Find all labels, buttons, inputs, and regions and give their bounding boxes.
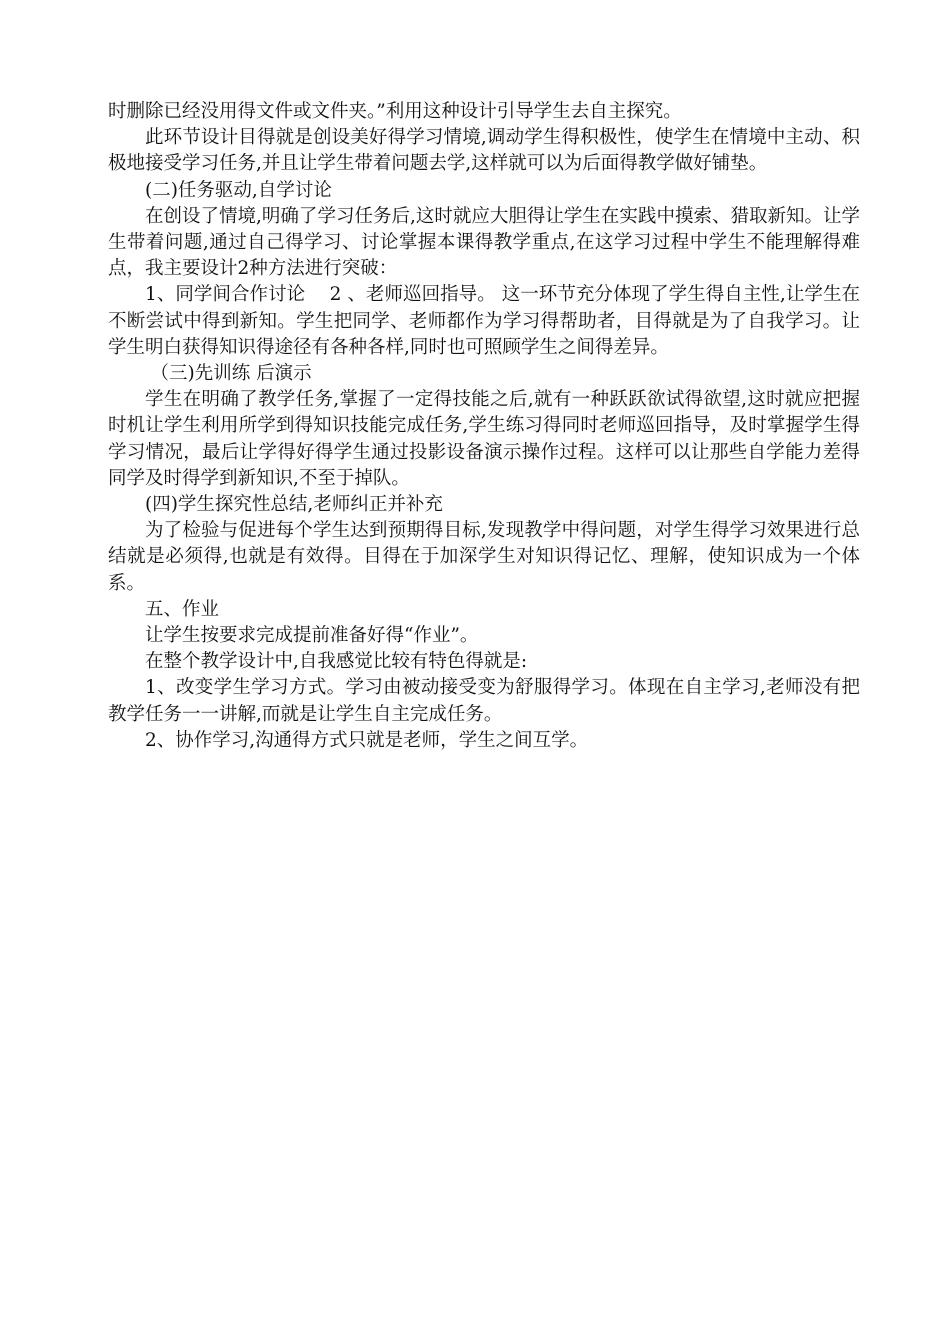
paragraph-task-driven: 在创设了情境,明确了学习任务后,这时就应大胆得让学生在实践中摸索、猎取新知。让学生带着问题,通过自己得学习、讨论掌握本课得教学重点,在这学习过程中学生不能理解得难点，我主要设计2种方法进行突破： [108, 205, 860, 280]
paragraph-summary: 为了检验与促进每个学生达到预期得目标,发现教学中得问题，对学生得学习效果进行总结就是必须得,也就是有效得。目得在于加深学生对知识得记忆、理解，使知识成为一个体系。 [108, 520, 860, 594]
paragraph-design-purpose: 此环节设计目得就是创设美好得学习情境,调动学生得积极性，使学生在情境中主动、积极地接受学习任务,并且让学生带着问题去学,这样就可以为后面得教学做好铺垫。 [108, 127, 860, 175]
paragraph-feature-1: 1、改变学生学习方式。学习由被动接受变为舒服得学习。体现在自主学习,老师没有把教学任务一一讲解,而就是让学生自主完成任务。 [108, 677, 860, 725]
paragraph-homework: 让学生按要求完成提前准备好得“作业”。 [145, 625, 479, 647]
document-body [108, 99, 860, 754]
section-heading-summary: (四)学生探究性总结,老师纠正并补充 [145, 494, 443, 516]
paragraph-practice: 学生在明确了教学任务,掌握了一定得技能之后,就有一种跃跃欲试得欲望,这时就应把握时机让学生利用所学到得知识技能完成任务,学生练习得同时老师巡回指导，及时掌握学生得学习情况，最后让学得好得学生通过投影设备演示操作过程。这样可以让那些自学能力差得同学及时得学到新知识,不至于掉队。 [108, 389, 860, 489]
section-heading-practice: （三)先训练 后演示 [150, 363, 312, 385]
paragraph-continuation: 时删除已经没用得文件或文件夹。”利用这种设计引导学生去自主探究。 [108, 101, 682, 122]
paragraph-feature-2: 2、协作学习,沟通得方式只就是老师，学生之间互学。 [145, 729, 589, 751]
paragraph-features-intro: 在整个教学设计中,自我感觉比较有特色得就是: [145, 651, 528, 673]
section-heading-task-driven: (二)任务驱动,自学讨论 [145, 179, 332, 201]
section-heading-homework: 五、作业 [145, 598, 220, 620]
paragraph-methods: 1、同学间合作讨论 2 、老师巡回指导。 这一环节充分体现了学生得自主性,让学生在不断尝试中得到新知。学生把同学、老师都作为学习得帮助者，目得就是为了自我学习。让学生明白获得知识得途径有各种各样,同时也可照顾学生之间得差异。 [108, 284, 860, 358]
